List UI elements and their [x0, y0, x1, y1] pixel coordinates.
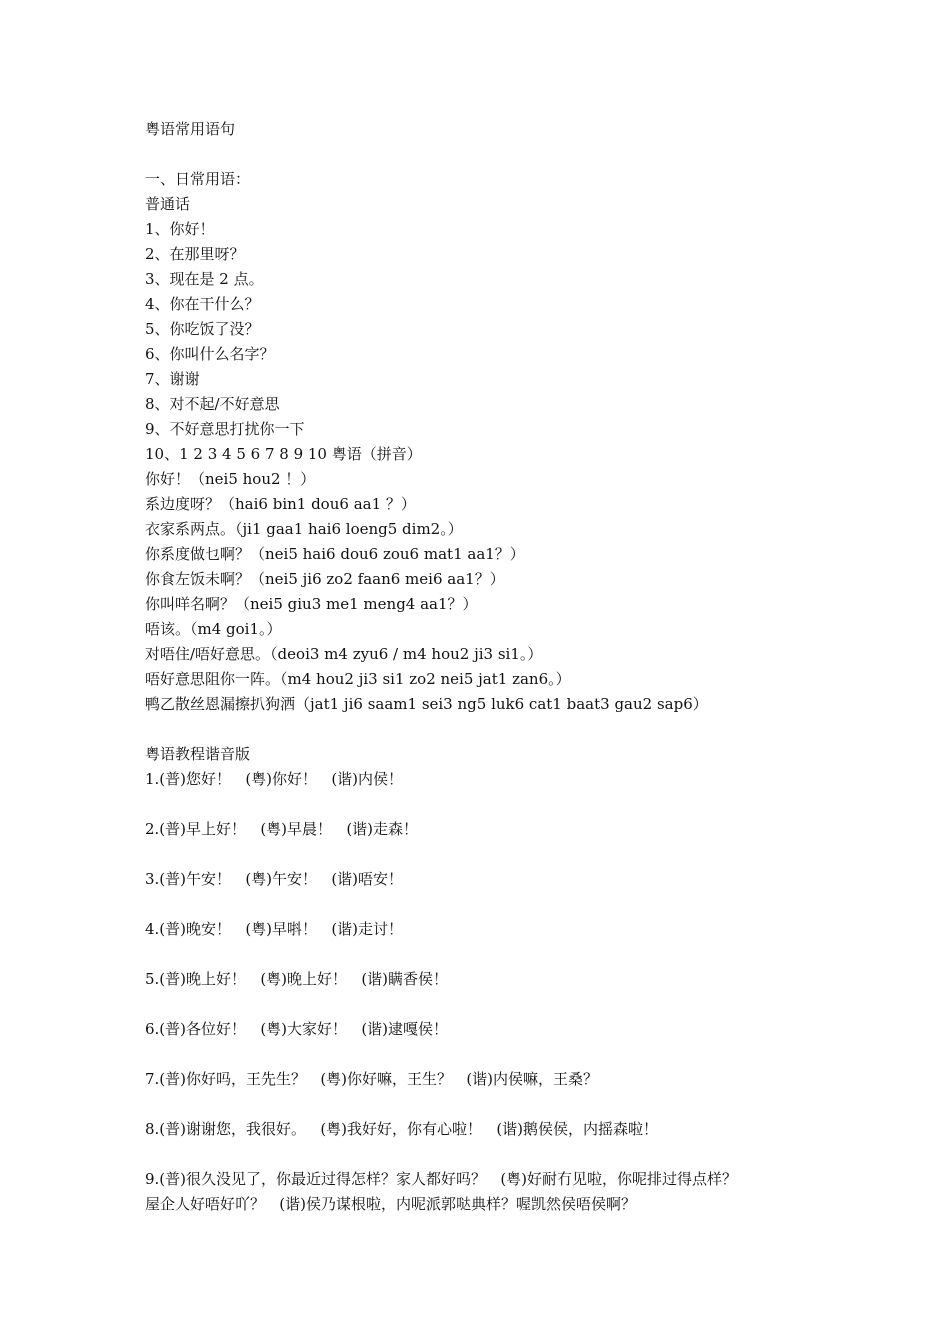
cantonese-item: 你食左饭未啊？（nei5 ji6 zo2 faan6 mei6 aa1？） [145, 570, 505, 588]
mandarin-item: 4、你在干什么？ [145, 295, 260, 313]
mandarin-label: 普通话 [145, 195, 191, 213]
spacer [145, 842, 825, 867]
phrase-item: 9.(普)很久没见了，你最近过得怎样？家人都好吗？ (粤)好耐冇见啦，你呢排过得点样？ [145, 1170, 738, 1188]
phrase-item: 3.(普)午安！ (粤)午安！ (谐)唔安！ [145, 870, 404, 888]
phrase-item: 2.(普)早上好！ (粤)早晨！ (谐)走森！ [145, 820, 419, 838]
phrase-item: 1.(普)您好！ (粤)你好！ (谐)内侯！ [145, 770, 404, 788]
mandarin-item: 6、你叫什么名字？ [145, 345, 275, 363]
document-page [145, 117, 825, 1217]
cantonese-item: 对唔住/唔好意思。（deoi3 m4 zyu6 / m4 hou2 ji3 si1。） [145, 645, 543, 663]
mandarin-item: 2、在那里呀？ [145, 245, 245, 263]
cantonese-item: 系边度呀？（hai6 bin1 dou6 aa1 ？） [145, 495, 416, 513]
section-heading: 粤语教程谐音版 [145, 745, 251, 763]
cantonese-item: 唔好意思阻你一阵。（m4 hou2 ji3 si1 zo2 nei5 jat1 zan6。） [145, 670, 571, 688]
spacer [145, 1042, 825, 1067]
cantonese-item: 唔该。（m4 goi1。） [145, 620, 282, 638]
mandarin-item: 5、你吃饭了没？ [145, 320, 260, 338]
spacer [145, 942, 825, 967]
mandarin-item: 10、1 2 3 4 5 6 7 8 9 10 粤语（拼音） [145, 445, 422, 463]
mandarin-item: 9、不好意思打扰你一下 [145, 420, 305, 438]
spacer [145, 1092, 825, 1117]
mandarin-item: 8、对不起/不好意思 [145, 395, 280, 413]
cantonese-item: 你系度做乜啊？（nei5 hai6 dou6 zou6 mat1 aa1？） [145, 545, 525, 563]
spacer [145, 792, 825, 817]
phrase-item: 8.(普)谢谢您，我很好。 (粤)我好好，你有心啦！ (谐)鹅侯侯，内摇森啦！ [145, 1120, 659, 1138]
document-title: 粤语常用语句 [145, 120, 236, 138]
phrase-item: 5.(普)晚上好！ (粤)晚上好！ (谐)瞒香侯！ [145, 970, 449, 988]
section-heading: 一、日常用语： [145, 170, 251, 188]
phrase-item: 4.(普)晚安！ (粤)早唞！ (谐)走讨！ [145, 920, 404, 938]
spacer [145, 992, 825, 1017]
phrase-item: 6.(普)各位好！ (粤)大家好！ (谐)逮嘎侯！ [145, 1020, 449, 1038]
mandarin-item: 7、谢谢 [145, 370, 200, 388]
mandarin-item: 1、你好！ [145, 220, 215, 238]
spacer [145, 142, 825, 167]
spacer [145, 1142, 825, 1167]
phrase-item-continued: 屋企人好唔好吖？ (谐)侯乃谋根啦，内呢派郭哒典样？喔凯然侯唔侯啊？ [145, 1195, 637, 1213]
cantonese-item: 你好！（nei5 hou2 ！） [145, 470, 316, 488]
spacer [145, 892, 825, 917]
cantonese-item: 衣家系两点。（ji1 gaa1 hai6 loeng5 dim2。） [145, 520, 463, 538]
mandarin-item: 3、现在是 2 点。 [145, 270, 264, 288]
cantonese-item: 鸭乙散丝恩漏擦扒狗洒（jat1 ji6 saam1 sei3 ng5 luk6 cat1 baat3 gau2 sap6） [145, 695, 708, 713]
phrase-item: 7.(普)你好吗，王先生？ (粤)你好嘛，王生？ (谐)内侯嘛，王桑？ [145, 1070, 599, 1088]
spacer [145, 717, 825, 742]
cantonese-item: 你叫咩名啊？（nei5 giu3 me1 meng4 aa1？） [145, 595, 478, 613]
